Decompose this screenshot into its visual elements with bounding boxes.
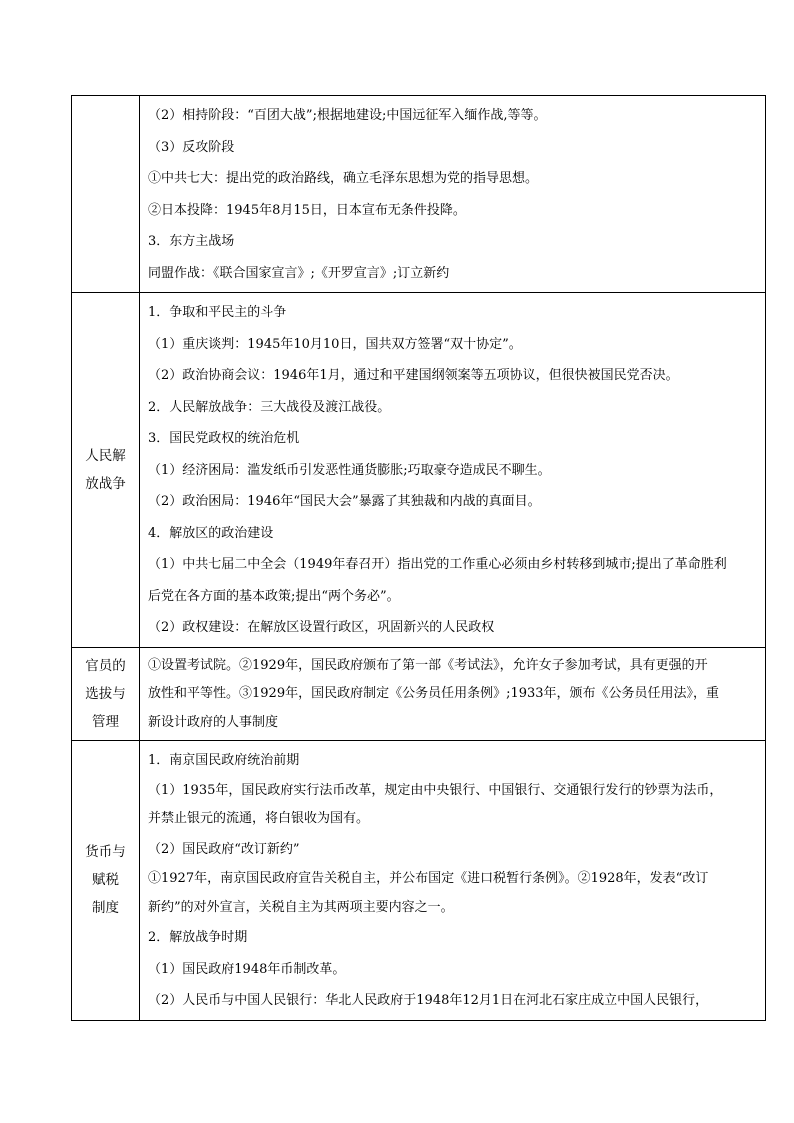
content-line: （1）经济困局：滥发纸币引发恶性通货膨胀;巧取豪夺造成民不聊生。 [148,462,551,478]
table-row [72,96,766,293]
row-label-text: 管理 [92,713,119,730]
content-line: 并禁止银元的流通，将白银收为国有。 [148,811,370,826]
row-label-cell [72,647,140,741]
content-line: （1）中共七届二中全会（1949年春召开）指出党的工作重心必须由乡村转移到城市;提出了革命胜利 [148,557,727,572]
row-content-cell [140,293,766,648]
row-label-text: 官员的 [85,657,126,674]
content-table [71,95,766,1021]
row-label-text: 赋税 [92,872,119,889]
content-line: 1．争取和平民主的斗争 [148,305,287,320]
row-content-cell [140,647,766,741]
content-line: 2．解放战争时期 [148,930,248,945]
content-line: （2）政治协商会议：1946年1月，通过和平建国纲领案等五项协议，但很快被国民党否决。 [148,368,679,383]
table-row [72,647,766,741]
content-line: （2）国民政府“改订新约” [148,841,300,857]
content-line: ①中共七大：提出党的政治路线，确立毛泽东思想为党的指导思想。 [148,171,539,186]
content-line: 2．人民解放战争：三大战役及渡江战役。 [148,399,391,415]
content-line: 新设计政府的人事制度 [148,714,279,730]
content-line: ①1927年，南京国民政府宣告关税自主，并公布国定《进口税暂行条例》。②1928年，发表“改订 [148,871,709,886]
row-label-text: 制度 [92,900,119,917]
row-label-cell [72,741,140,1021]
content-line: 放性和平等性。③1929年，国民政府制定《公务员任用条例》;1933年，颁布《公务员任用法》，重 [148,686,720,701]
content-line: 新约”的对外宣言，关税自主为其两项主要内容之一。 [148,899,454,915]
content-line: 4．解放区的政治建设 [148,525,274,541]
content-line: 3．国民党政权的统治危机 [148,431,300,446]
content-line: 1．南京国民政府统治前期 [148,753,300,768]
row-label-text: 选拔与 [85,685,126,702]
content-line: （3）反攻阶段 [148,139,235,155]
content-line: ②日本投降：1945年8月15日，日本宣布无条件投降。 [148,202,466,218]
content-line: 同盟作战：《联合国家宣言》;《开罗宣言》;订立新约 [148,265,450,281]
content-line: （1）重庆谈判：1945年10月10日，国共双方签署“双十协定”。 [148,336,522,352]
row-label-text: 放战争 [85,475,126,492]
table-row [72,293,766,648]
content-line: （2）人民币与中国人民银行：华北人民政府于1948年12月1日在河北石家庄成立中国人民银行， [148,993,709,1008]
content-line: （2）政权建设：在解放区设置行政区，巩固新兴的人民政权 [148,620,495,635]
row-content-cell [140,741,766,1021]
content-line: 后党在各方面的基本政策;提出“两个务必”。 [148,588,400,604]
table-row [72,741,766,1021]
content-line: （2）政治困局：1946年“国民大会”暴露了其独裁和内战的真面目。 [148,494,541,509]
row-label-text: 货币与 [85,844,126,861]
row-content-cell [140,96,766,293]
row-label-cell [72,293,140,648]
row-label-cell [72,96,140,293]
content-line: （1）国民政府1948年币制改革。 [148,961,346,977]
content-line: 3．东方主战场 [148,234,235,249]
content-line: （2）相持阶段：“百团大战”;根据地建设;中国远征军入缅作战,等等。 [148,108,547,123]
content-line: （1）1935年，国民政府实行法币改革，规定由中央银行、中国银行、交通银行发行的钞票为法币， [148,782,723,798]
content-line: ①设置考试院。②1929年，国民政府颁布了第一部《考试法》，允许女子参加考试，具有更强的开 [148,657,708,673]
row-label-text: 人民解 [85,447,126,464]
